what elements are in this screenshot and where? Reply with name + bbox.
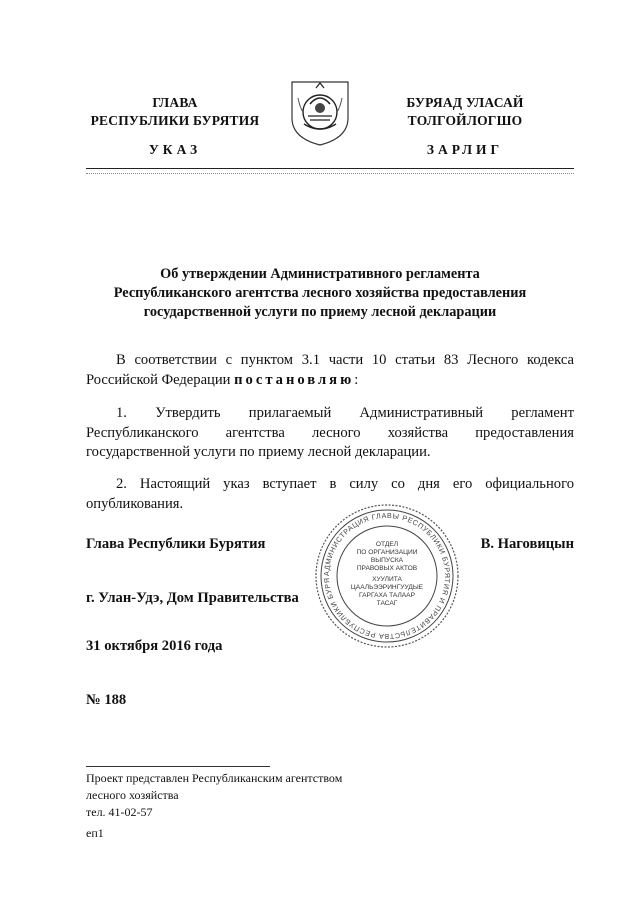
preamble-decree-word: постановляю (234, 371, 355, 388)
seal-line-7: ГАРГАХА ТАЛААР (359, 592, 415, 599)
item-2-text: 2. Настоящий указ вступает в силу со дня его официального опубликования. (86, 476, 574, 512)
seal-ring-text: АДМИНИСТРАЦИЯ ГЛАВЫ РЕСПУБЛИКИ БУРЯТИЯ И ПРАВИТЕЛЬСТВА РЕСПУБЛИКИ БУРЯ (321, 510, 453, 642)
preamble-colon: : (354, 371, 359, 388)
footer-note (86, 770, 486, 821)
seal-line-2: ПО ОРГАНИЗАЦИИ (356, 549, 418, 556)
seal-line-8: ТАСАГ (376, 600, 398, 607)
footer-rule (86, 766, 270, 767)
header-rule-dotted (86, 173, 574, 174)
preamble-text: В соответствии с пунктом 3.1 части 10 статьи 83 Лесного кодекса Российской Федерации (86, 352, 574, 388)
document-title-line3: государственной услуги по приему лесной декларации (143, 304, 497, 320)
header-left-line2: РЕСПУБЛИКИ БУРЯТИЯ (90, 113, 260, 128)
seal-line-3: ВЫПУСКА (370, 557, 404, 564)
official-seal (312, 502, 462, 650)
coat-of-arms-emblem (286, 78, 354, 148)
seal-line-4: ПРАВОВЫХ АКТОВ (356, 565, 418, 572)
signatory-position: Глава Республики Бурятия (86, 536, 266, 552)
document-title-line2: Республиканского агентства лесного хозяйства предоставления (113, 285, 527, 301)
seal-line-6: ЦААЛЬЭЭРИНГУУДЫЕ (350, 584, 424, 591)
header-right-title: ЗАРЛИГ (426, 142, 504, 157)
header-right-line1: БУРЯАД УЛАСАЙ (406, 95, 524, 110)
header-left-title: УКАЗ (148, 142, 202, 157)
header-right-line2: ТОЛГОЙЛОГШО (407, 113, 523, 128)
header-rule-thick (86, 168, 574, 169)
signatory-name: В. Наговицын (480, 536, 574, 552)
footer-line2: лесного хозяйства (86, 788, 179, 802)
signing-place: г. Улан-Удэ, Дом Правительства (86, 590, 299, 606)
seal-line-1: ОТДЕЛ (375, 541, 399, 548)
paragraph-preamble (86, 351, 574, 390)
seal-line-5: ХУУЛИТА (372, 576, 402, 583)
header-left-line1: ГЛАВА (152, 95, 198, 110)
header-left (70, 94, 280, 130)
footer-line1: Проект представлен Республиканским агентством (86, 771, 343, 785)
decree-number: № 188 (86, 692, 127, 708)
footer-line3: тел. 41-02-57 (86, 805, 153, 819)
decree-date: 31 октября 2016 года (86, 638, 223, 654)
paragraph-item-1 (86, 404, 574, 463)
document-title (60, 265, 580, 322)
footer-code: еп1 (86, 826, 104, 840)
header-right (360, 94, 570, 130)
item-1-text: 1. Утвердить прилагаемый Административный регламент Республиканского агентства лесного хозяйства предоставления государственной услуги по приему лесной декларации. (86, 405, 574, 460)
document-title-line1: Об утверждении Административного регламента (160, 266, 480, 282)
